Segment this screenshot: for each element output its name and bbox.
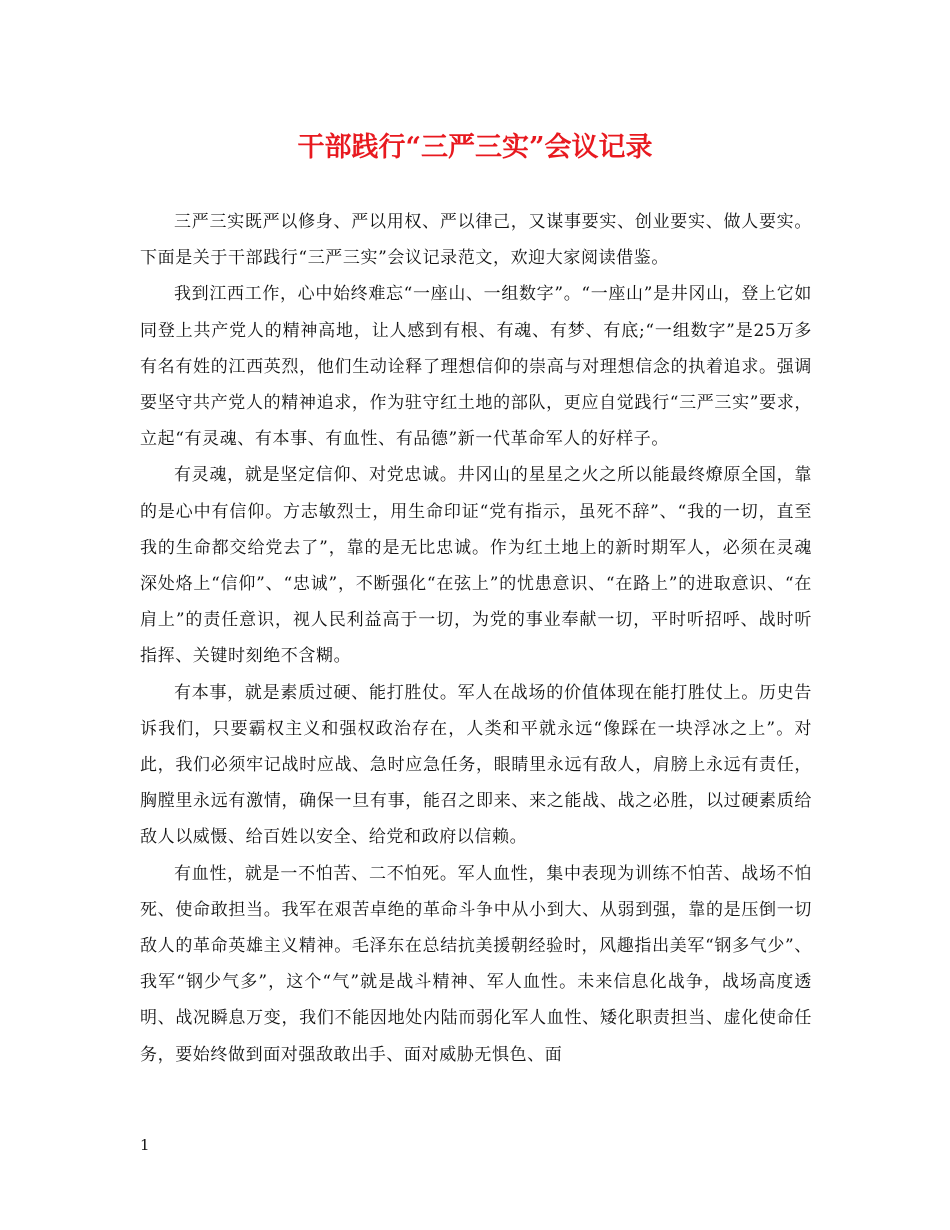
document-title: 干部践行“三严三实”会议记录 xyxy=(297,132,653,163)
paragraph-jiangxi: 我到江西工作，心中始终难忘“一座山、一组数字”。“一座山”是井冈山，登上它如同登上共产党人的精神高地，让人感到有根、有魂、有梦、有底;“一组数字”是25万多有名有姓的江西英烈，他们生动诠释了理想信仰的崇高与对理想信念的执着追求。强调要坚守共产党人的精神追求，作为驻守红土地的部队，更应自觉践行“三严三实”要求，立起“有灵魂、有本事、有血性、有品德”新一代革命军人的好样子。 xyxy=(140,284,812,450)
page-number: 1 xyxy=(140,1136,150,1154)
paragraph-ability: 有本事，就是素质过硬、能打胜仗。军人在战场的价值体现在能打胜仗上。历史告诉我们，只要霸权主义和强权政治存在，人类和平就永远“像踩在一块浮冰之上”。对此，我们必须牢记战时应战、急时应急任务，眼睛里永远有敌人，肩膀上永远有责任，胸膛里永远有激情，确保一旦有事，能召之即来、来之能战、战之必胜，以过硬素质给敌人以威慑、给百姓以安全、给党和政府以信赖。 xyxy=(140,682,812,848)
paragraph-intro: 三严三实既严以修身、严以用权、严以律己，又谋事要实、创业要实、做人要实。下面是关于干部践行“三严三实”会议记录范文，欢迎大家阅读借鉴。 xyxy=(140,212,812,269)
document-body xyxy=(140,204,812,1073)
paragraph-courage: 有血性，就是一不怕苦、二不怕死。军人血性，集中表现为训练不怕苦、战场不怕死、使命敢担当。我军在艰苦卓绝的革命斗争中从小到大、从弱到强，靠的是压倒一切敌人的革命英雄主义精神。毛泽东在总结抗美援朝经验时，风趣指出美军“钢多气少”、我军“钢少气多”，这个“气”就是战斗精神、军人血性。未来信息化战争，战场高度透明、战况瞬息万变，我们不能因地处内陆而弱化军人血性、矮化职责担当、虚化使命任务，要始终做到面对强敌敢出手、面对威胁无惧色、面 xyxy=(140,863,812,1065)
paragraph-soul: 有灵魂，就是坚定信仰、对党忠诚。井冈山的星星之火之所以能最终燎原全国，靠的是心中有信仰。方志敏烈士，用生命印证“党有指示，虽死不辞”、“我的一切，直至我的生命都交给党去了”，靠的是无比忠诚。作为红土地上的新时期军人，必须在灵魂深处烙上“信仰”、“忠诚”，不断强化“在弦上”的忧患意识、“在路上”的进取意识、“在肩上”的责任意识，视人民利益高于一切，为党的事业奉献一切，平时听招呼、战时听指挥、关键时刻绝不含糊。 xyxy=(140,465,812,667)
